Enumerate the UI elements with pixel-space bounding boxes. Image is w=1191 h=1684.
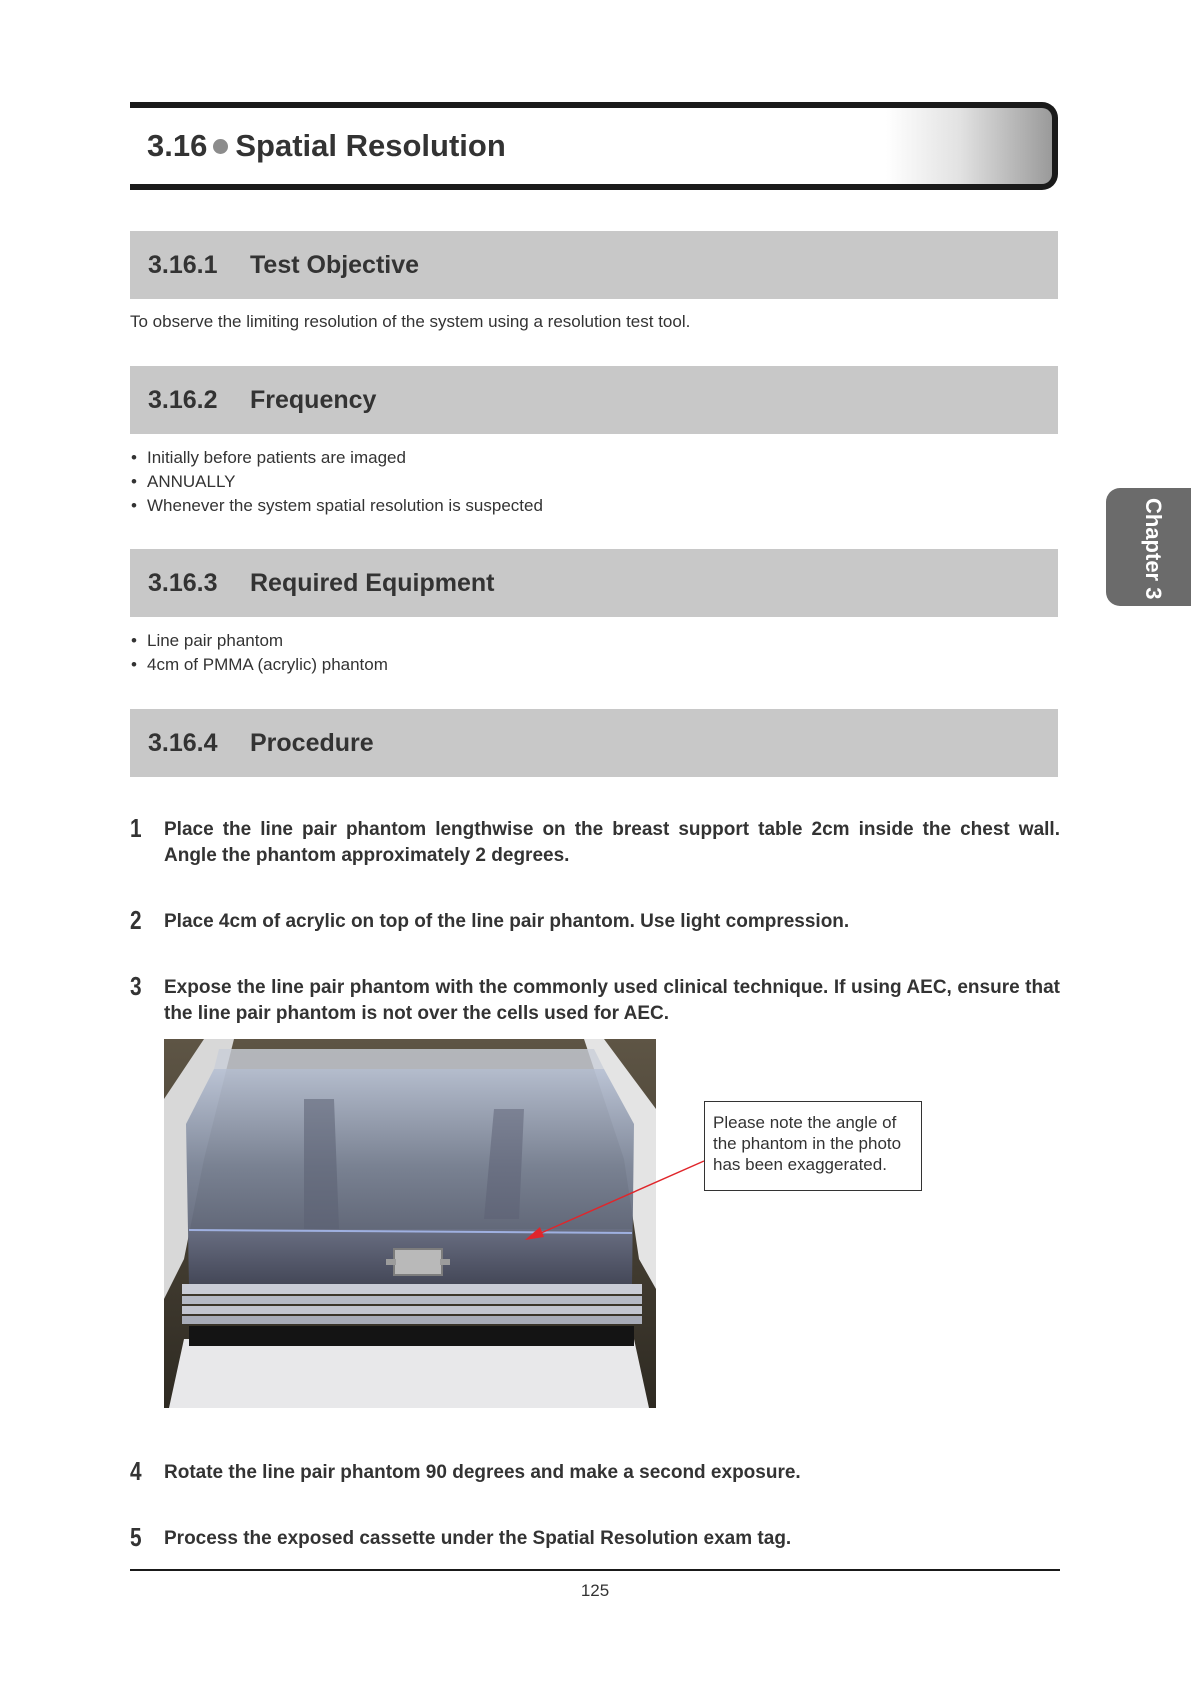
- footer-divider: [130, 1569, 1060, 1571]
- section-number: 3.16.1: [148, 250, 218, 279]
- list-item: • ANNUALLY: [131, 472, 236, 491]
- section-number: 3.16.2: [148, 385, 218, 414]
- list-item: • Initially before patients are imaged: [131, 448, 406, 467]
- section-number: 3.16.3: [148, 568, 218, 597]
- step-text: Place 4cm of acrylic on top of the line pair phantom. Use light compression.: [164, 911, 850, 932]
- step-number: 5: [130, 1522, 142, 1552]
- step-number: 2: [130, 905, 142, 935]
- list-item: • Line pair phantom: [131, 631, 284, 650]
- figure-callout: [704, 1101, 922, 1191]
- step-number: 3: [130, 971, 142, 1001]
- step-text: Process the exposed cassette under the Spatial Resolution exam tag.: [164, 1528, 792, 1549]
- section-title: Test Objective: [250, 250, 420, 279]
- step-text: Expose the line pair phantom with the commonly used clinical technique. If using AEC, ensure that the line pair phantom is not over the cells used for AEC.: [164, 977, 1060, 1024]
- step-text: Place the line pair phantom lengthwise on the breast support table 2cm inside the chest wall. Angle the phantom approximately 2 degrees.: [164, 819, 1060, 866]
- section-number: 3.16.4: [148, 728, 218, 757]
- chapter-tab-label: Chapter 3: [1141, 498, 1166, 600]
- section-title: Procedure: [250, 728, 374, 757]
- step-number: 1: [130, 813, 142, 843]
- section-title: Frequency: [250, 385, 377, 414]
- callout-line: Please note the angle of: [713, 1113, 897, 1132]
- list-item: • Whenever the system spatial resolution is suspected: [131, 496, 543, 515]
- page-number: 125: [580, 1581, 610, 1600]
- list-item: • 4cm of PMMA (acrylic) phantom: [131, 655, 388, 674]
- section-title: Required Equipment: [250, 568, 495, 597]
- title-label: Spatial Resolution: [235, 128, 506, 163]
- step-number: 4: [130, 1456, 142, 1486]
- callout-line: has been exaggerated.: [713, 1155, 887, 1174]
- title-number: 3.16: [147, 128, 208, 163]
- step-text: Rotate the line pair phantom 90 degrees and make a second exposure.: [164, 1462, 801, 1483]
- callout-line: the phantom in the photo: [713, 1134, 902, 1153]
- objective-text: To observe the limiting resolution of the system using a resolution test tool.: [130, 312, 691, 331]
